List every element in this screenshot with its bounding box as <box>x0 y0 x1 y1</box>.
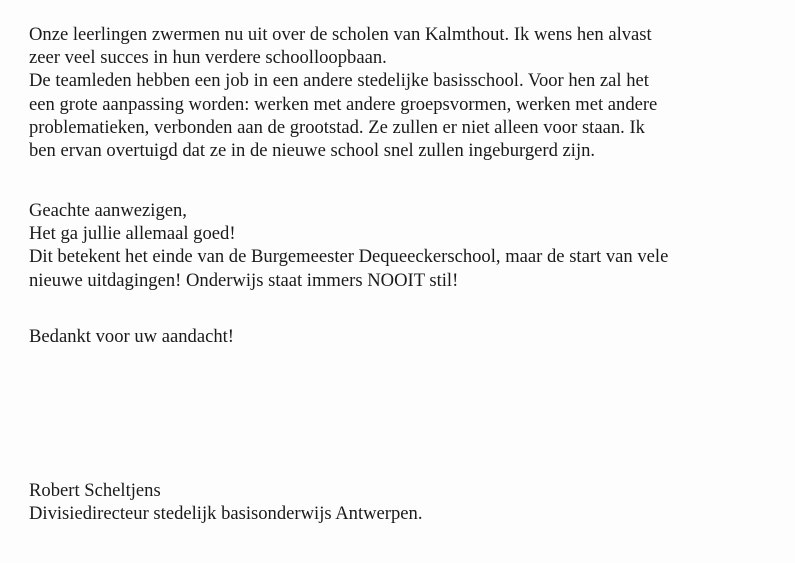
text-line: problematieken, verbonden aan de grootstad. Ze zullen er niet alleen voor staan. Ik <box>29 116 645 138</box>
signature-block <box>29 479 422 525</box>
paragraph-closing-remarks <box>29 23 657 162</box>
text-line: Onze leerlingen zwermen nu uit over de scholen van Kalmthout. Ik wens hen alvast <box>29 24 652 45</box>
text-line: nieuwe uitdagingen! Onderwijs staat immers NOOIT stil! <box>29 269 459 291</box>
paragraph-thanks <box>29 325 234 348</box>
text-line: Dit betekent het einde van de Burgemeester Dequeeckerschool, maar de start van vele <box>29 246 669 268</box>
signature-name: Robert Scheltjens <box>29 480 161 501</box>
text-line: Het ga jullie allemaal goed! <box>29 223 236 245</box>
text-line: ben ervan overtuigd dat ze in de nieuwe school snel zullen ingeburgerd zijn. <box>29 140 596 162</box>
text-line: zeer veel succes in hun verdere schoolloopbaan. <box>29 47 387 69</box>
signature-title: Divisiedirecteur stedelijk basisonderwijs Antwerpen. <box>29 503 423 525</box>
paragraph-address <box>29 199 668 292</box>
text-line: De teamleden hebben een job in een andere stedelijke basisschool. Voor hen zal het <box>29 70 649 92</box>
text-line: Bedankt voor uw aandacht! <box>29 326 234 347</box>
text-line: Geachte aanwezigen, <box>29 200 187 221</box>
text-line: een grote aanpassing worden: werken met andere groepsvormen, werken met andere <box>29 93 658 115</box>
